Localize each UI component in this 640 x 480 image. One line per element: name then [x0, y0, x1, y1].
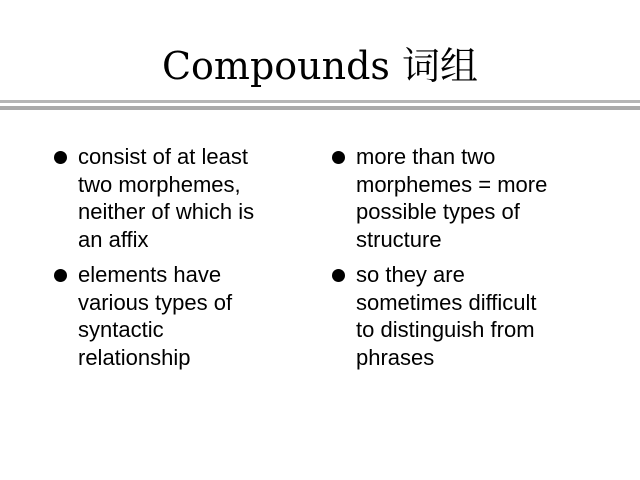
bullet-item	[52, 143, 322, 253]
bullet-dot-icon	[54, 151, 67, 164]
bullet-item	[52, 261, 322, 371]
bullet-text: consist of at least two morphemes, neither of which is an affix	[78, 144, 255, 252]
title-divider-top	[0, 100, 640, 103]
bullet-item	[330, 261, 600, 371]
bullet-text: so they are sometimes difficult to distinguish from phrases	[356, 262, 537, 370]
bullet-dot-icon	[332, 269, 345, 282]
bullet-item	[330, 143, 600, 253]
slide-title: Compounds 词组	[161, 44, 479, 88]
bullet-dot-icon	[54, 269, 67, 282]
left-column	[52, 143, 322, 379]
title-divider-bottom	[0, 106, 640, 110]
bullet-dot-icon	[332, 151, 345, 164]
bullet-text: more than two morphemes = more possible types of structure	[356, 144, 548, 252]
bullet-text: elements have various types of syntactic relationship	[78, 262, 233, 370]
right-column	[330, 143, 600, 379]
